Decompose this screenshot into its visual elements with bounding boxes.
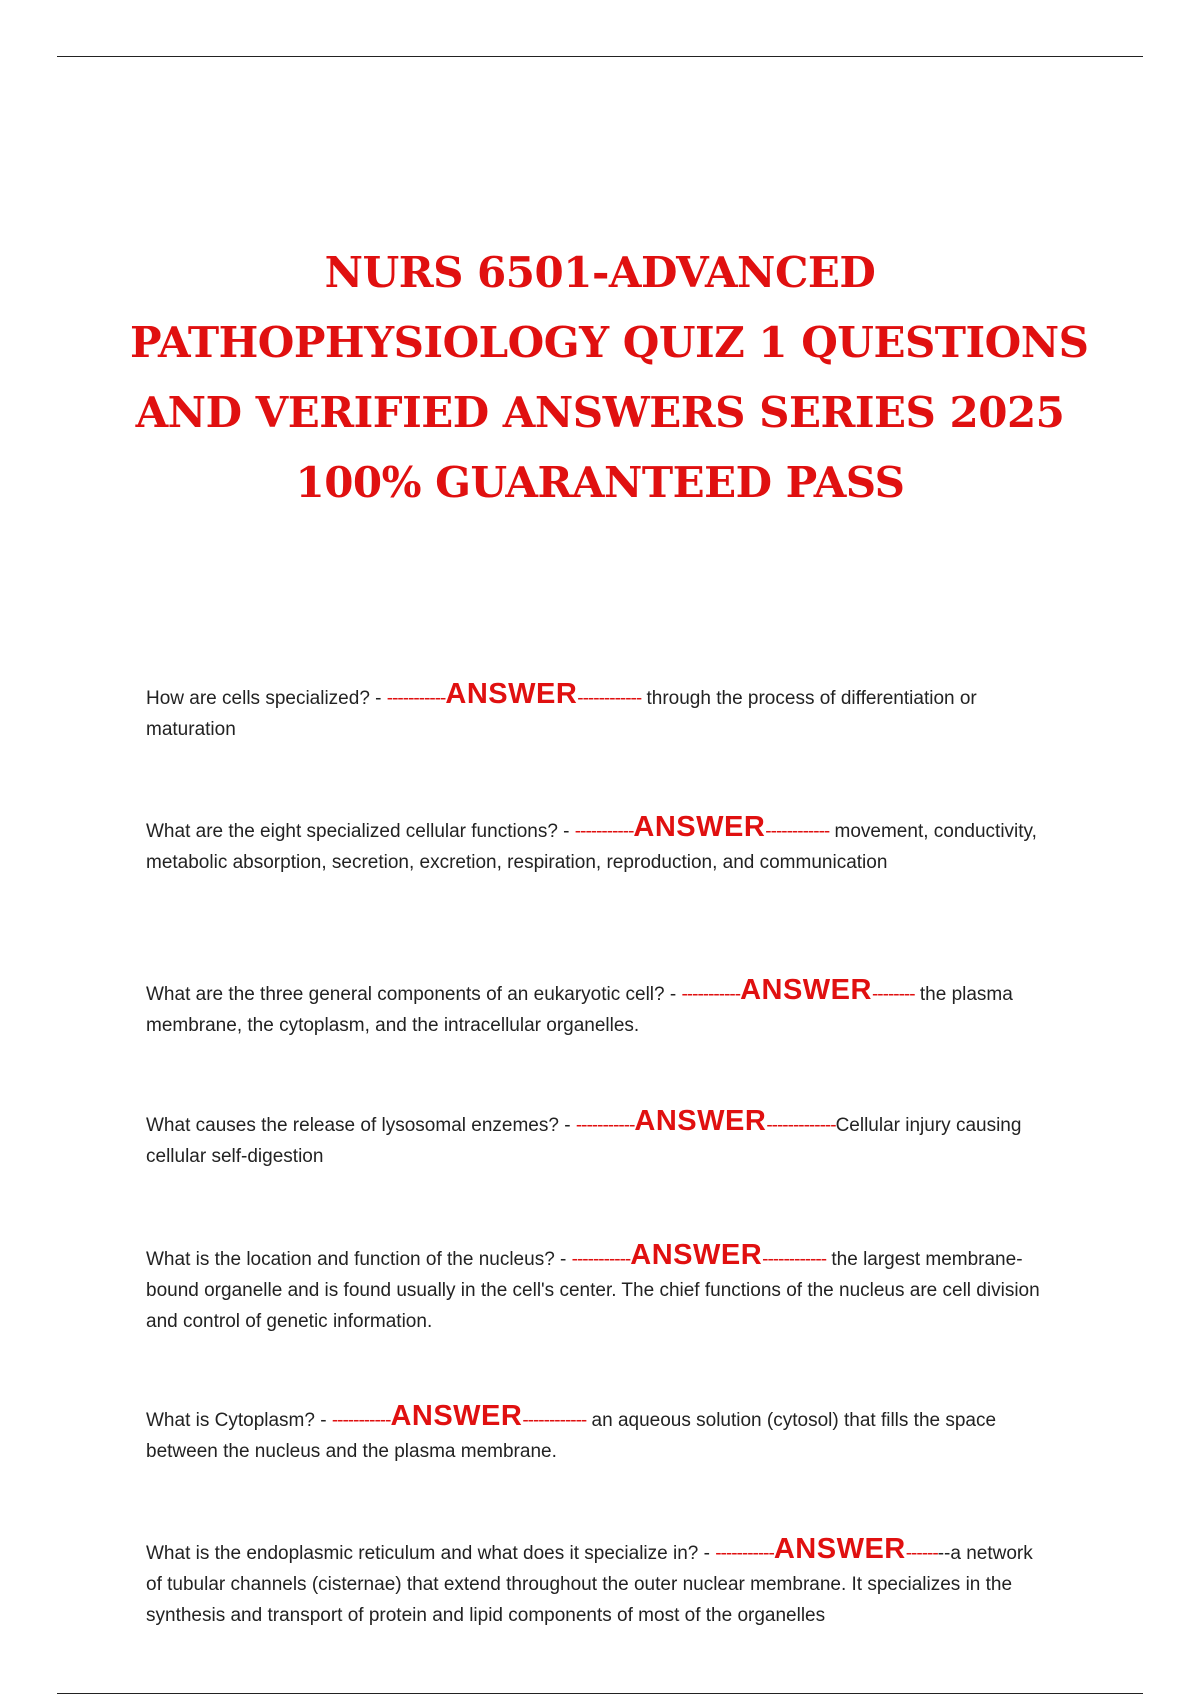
- answer-separator-lead: -----------: [715, 1543, 774, 1564]
- answer-marker: ANSWER: [633, 811, 766, 843]
- answer-separator-lead: -----------: [571, 1249, 631, 1270]
- qa-item-4: [146, 1105, 1046, 1172]
- qa-item-3: [146, 974, 1046, 1041]
- answer-marker: ANSWER: [390, 1400, 523, 1432]
- footer-rule: [57, 1693, 1143, 1694]
- title-line-2: PATHOPHYSIOLOGY QUIZ 1 QUESTIONS: [130, 318, 1089, 367]
- question-text: What is the location and function of the nucleus? -: [146, 1249, 567, 1270]
- answer-text: an aqueous solution (cytosol) that fills the space between the nucleus and the plasma membrane.: [146, 1410, 997, 1462]
- title-line-3: AND VERIFIED ANSWERS SERIES 2025: [135, 388, 1065, 437]
- question-text: What causes the release of lysosomal enzemes? -: [146, 1115, 571, 1136]
- title-line-4: 100% GUARANTEED PASS: [295, 458, 905, 507]
- qa-item-2: [146, 811, 1046, 878]
- answer-text: the plasma membrane, the cytoplasm, and the intracellular organelles.: [146, 984, 1013, 1036]
- answer-marker: ANSWER: [630, 1239, 763, 1271]
- document-title: [130, 238, 1089, 518]
- answer-separator-lead: -----------: [386, 688, 446, 709]
- question-text: What are the three general components of an eukaryotic cell? -: [146, 984, 677, 1005]
- qa-item-7: [146, 1533, 1046, 1631]
- question-text: How are cells specialized? -: [146, 688, 382, 709]
- answer-marker: ANSWER: [773, 1533, 906, 1565]
- header-rule: [57, 56, 1143, 57]
- answer-separator-trail: ------------: [577, 688, 642, 709]
- question-text: What are the eight specialized cellular functions? -: [146, 821, 570, 842]
- answer-text: through the process of differentiation or maturation: [146, 688, 977, 740]
- answer-separator-trail: ------------: [522, 1410, 587, 1431]
- qa-item-1: [146, 678, 1046, 745]
- answer-separator-lead: -----------: [575, 1115, 635, 1136]
- answer-marker: ANSWER: [445, 678, 578, 710]
- qa-item-6: [146, 1400, 1046, 1467]
- answer-separator-trail: ------------: [765, 821, 830, 842]
- qa-item-5: [146, 1239, 1046, 1337]
- answer-separator-lead: -----------: [574, 821, 634, 842]
- answer-separator-trail: ------: [905, 1543, 938, 1564]
- answer-text: Cellular injury causing cellular self-digestion: [146, 1115, 1022, 1167]
- answer-separator-trail: --------: [871, 984, 915, 1005]
- answer-separator-trail: -------------: [766, 1115, 836, 1136]
- question-text: What is Cytoplasm? -: [146, 1410, 327, 1431]
- answer-separator-lead: -----------: [681, 984, 741, 1005]
- answer-text: --a network of tubular channels (cisternae) that extend throughout the outer nuclear membrane. It specializes in the synthesis and transport of protein and lipid components of most of the organelles: [146, 1543, 1033, 1626]
- answer-separator-trail: ------------: [762, 1249, 827, 1270]
- question-text: What is the endoplasmic reticulum and what does it specialize in? -: [146, 1543, 710, 1564]
- answer-marker: ANSWER: [634, 1105, 767, 1137]
- answer-text: movement, conductivity, metabolic absorption, secretion, excretion, respiration, reproduction, and communication: [146, 821, 1037, 873]
- answer-text: the largest membrane-bound organelle and is found usually in the cell's center. The chief functions of the nucleus are cell division and control of genetic information.: [146, 1249, 1040, 1332]
- answer-marker: ANSWER: [740, 974, 872, 1006]
- answer-separator-lead: -----------: [331, 1410, 391, 1431]
- title-line-1: NURS 6501-ADVANCED: [324, 248, 876, 297]
